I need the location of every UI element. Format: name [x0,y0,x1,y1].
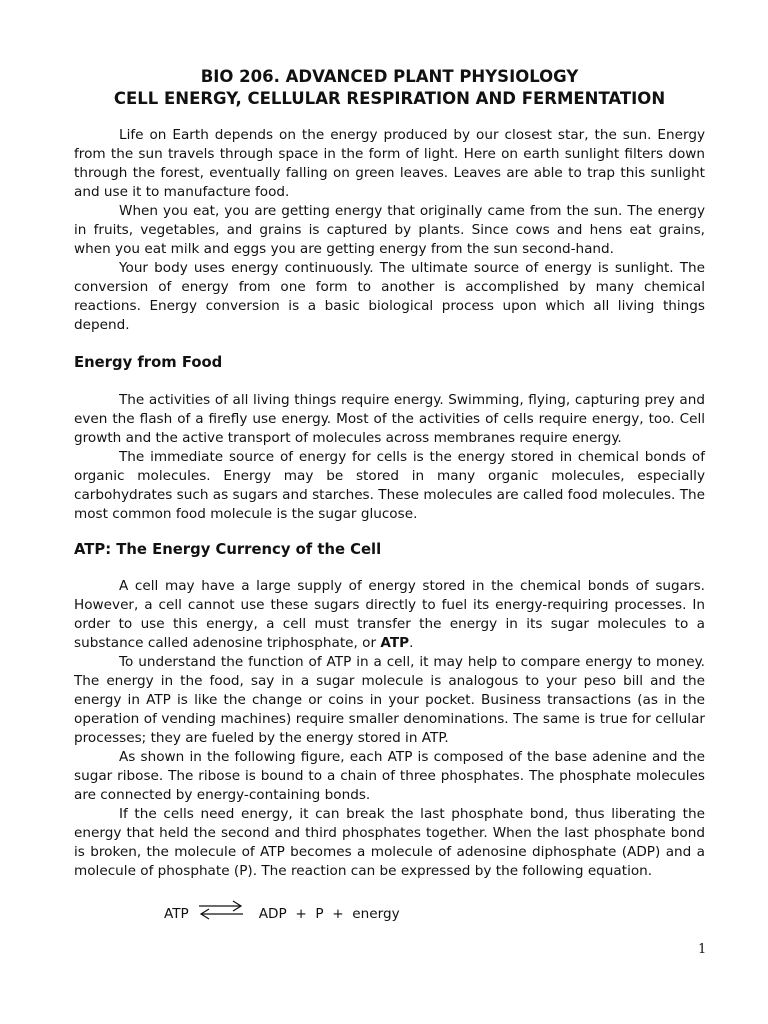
food-paragraph-1: The activities of all living things require energy. Swimming, flying, capturing prey and even the flash of a firefly use energy. Most of the activities of cells require energy, too. Cell growth and the active transport of molecules across membranes require energy. [74,392,705,446]
atp-paragraph-4: If the cells need energy, it can break the last phosphate bond, thus liberating the energy that held the second and third phosphates together. When the last phosphate bond is broken, the molecule of ATP becomes a molecule of adenosine diphosphate (ADP) and a molecule of phosphate (P). The reaction can be expressed by the following equation. [74,806,705,879]
atp-equation [164,899,705,928]
page-number: 1 [698,942,707,957]
intro-paragraph-3: Your body uses energy continuously. The ultimate source of energy is sunlight. The conversion of energy from one form to another is accomplished by many chemical reactions. Energy conversion is a basic biological process upon which all living things depend. [74,260,705,333]
title-line-2: CELL ENERGY, CELLULAR RESPIRATION AND FERMENTATION [113,89,666,108]
atp-paragraph-2: To understand the function of ATP in a cell, it may help to compare energy to money. The energy in the food, say in a sugar molecule is analogous to your peso bill and the energy in ATP is like the change or coins in your pocket. Business transactions (as in the operation of vending machines) require smaller denominations. The same is true for cellular processes; they are fueled by the energy stored in ATP. [74,654,705,746]
atp-paragraph-1-text: A cell may have a large supply of energy stored in the chemical bonds of sugars. However, a cell cannot use these sugars directly to fuel its energy-requiring processes. In order to use this energy, a cell must transfer the energy in its sugar molecules to a substance called adenosine triphosphate, or [74,578,705,651]
equation-right: ADP + P + energy [258,905,400,922]
intro-paragraph-1: Life on Earth depends on the energy produced by our closest star, the sun. Energy from the sun travels through space in the form of light. Here on earth sunlight filters down through the forest, eventually falling on green leaves. Leaves are able to trap this sunlight and use it to manufacture food. [74,127,705,200]
section-heading-energy-from-food: Energy from Food [74,354,223,371]
energy-from-food-section [74,391,705,524]
reversible-arrow-icon [197,899,245,928]
atp-paragraph-1 [74,577,705,653]
food-paragraph-2: The immediate source of energy for cells is the energy stored in chemical bonds of organic molecules. Energy may be stored in many organic molecules, especially carbohydrates such as sugars and starches. These molecules are called food molecules. The most common food molecule is the sugar glucose. [74,449,705,522]
intro-paragraph-2: When you eat, you are getting energy that originally came from the sun. The energy in fruits, vegetables, and grains is captured by plants. Since cows and hens eat grains, when you eat milk and eggs you are getting energy from the sun second-hand. [74,203,705,257]
atp-paragraph-1-end: . [409,635,414,651]
atp-paragraph-3: As shown in the following figure, each ATP is composed of the base adenine and the sugar ribose. The ribose is bound to a chain of three phosphates. The phosphate molecules are connected by energy-containing bonds. [74,749,705,803]
equation-left: ATP [164,905,189,922]
atp-section [74,577,705,881]
section-heading-atp: ATP: The Energy Currency of the Cell [74,541,382,558]
atp-bold-term: ATP [380,635,410,651]
intro-section [74,126,705,335]
document-title [74,66,705,110]
document-body [74,66,705,928]
title-line-1: BIO 206. ADVANCED PLANT PHYSIOLOGY [200,67,579,86]
